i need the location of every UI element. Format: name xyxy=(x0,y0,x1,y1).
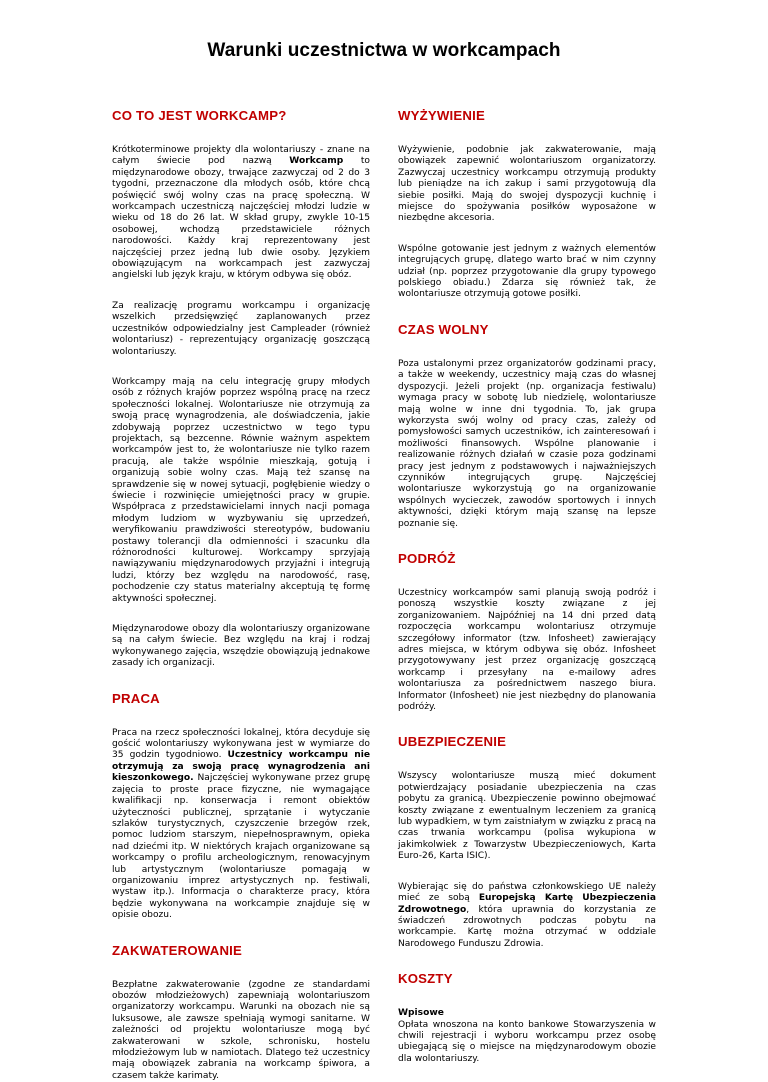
section-heading-work: PRACA xyxy=(112,690,160,706)
paragraph: Za realizację programu workcampu i organizację wszelkich przedsięwzięć zaplanowanych przez uczestników odpowiedzialny jest Campleader (również wolontariusz) - reprezentujący organizację goszczącą wolontariuszy. xyxy=(112,300,370,357)
section-heading-costs: KOSZTY xyxy=(398,971,453,987)
left-column xyxy=(112,108,370,1082)
paragraph: Workcampy mają na celu integrację grupy młodych osób z różnych krajów poprzez wspólną pracę na rzecz społeczności lokalnej. Wolontariusze nie otrzymują za swoją pracę wynagrodzenia, ale doświadczenia, jakie zdobywają poprzez uczestnictwo w tego typu projektach, są bezcenne. Równie ważnym aspektem workcampów jest to, że wolontariusze nie tylko razem pracują, ale także wspólnie mieszkają, gotują i organizują sobie wolny czas. Mają też szansę na sprawdzenie się w nowej sytuacji, pogłębienie wiedzy o świecie i rozwinięcie umiejętności pracy w grupie. Współpraca z przedstawicielami innych nacji pomaga młodym ludziom w wyzbywaniu się uprzedzeń, weryfikowaniu prawdziwości stereotypów, budowaniu postawy tolerancji dla odmienności i szacunku dla różnorodności kulturowej. Workcampy sprzyjają nawiązywaniu międzynarodowych przyjaźni i integrują ludzi, którzy bez względu na narodowość, rasę, pochodzenie czy status materialny akceptują tę formę aktywności społecznej. xyxy=(112,376,370,604)
section-heading-travel: PODRÓŻ xyxy=(398,550,456,566)
paragraph: Uczestnicy workcampów sami planują swoją podróż i ponoszą wszystkie koszty związane z jej zorganizowaniem. Najpóźniej na 14 dni przed datą rozpoczęcia workcampu wolontariusz otrzymuje szczegółowy informator (tzw. Infosheet) zawierający adres miejsca, w którym odbywa się obóz. Infosheet przygotowywany jest przez organizację goszczącą workcamp i przesyłany na e-mailowy adres wolontariusza za pośrednictwem naszego biura. Informator (Infosheet) nie jest niezbędny do planowania podróży. xyxy=(398,587,656,713)
section-heading-food: WYŻYWIENIE xyxy=(398,108,485,123)
paragraph: Wybierając się do państwa członkowskiego UE należy mieć ze sobą Europejską Kartę Ubezpieczenia Zdrowotnego, która uprawnia do korzystania ze świadczeń zdrowotnych podczas pobytu na workcampie. Kartę można otrzymać w oddziale Narodowego Funduszu Zdrowia. xyxy=(398,881,656,949)
page-title: Warunki uczestnictwa w workcampach xyxy=(207,40,561,61)
right-column xyxy=(398,108,656,1065)
paragraph: Krótkoterminowe projekty dla wolontariuszy - znane na całym świecie pod nazwą Workcamp to międzynarodowe obozy, trwające zazwyczaj od 2 do 3 tygodni, przeznaczone dla młodych osób, które chcą poświęcić swój wolny czas na pracę społeczną. W workcampach uczestniczą najczęściej młodzi ludzie w wieku od 18 do 26 lat. W skład grupy, zwykle 10-15 osobowej, wchodzą przedstawiciele różnych narodowości. Każdy kraj reprezentowany jest najczęściej przez jedną lub dwie osoby. Językiem obowiązującym na workcampach jest zazwyczaj angielski lub język kraju, w którym odbywa się obóz. xyxy=(112,145,370,281)
section-heading-what-is-workcamp: CO TO JEST WORKCAMP? xyxy=(112,108,287,123)
paragraph: Międzynarodowe obozy dla wolontariuszy organizowane są na całym świecie. Bez względu na kraj i rodzaj wykonywanego zajęcia, wszędzie obowiązują jednakowe zasady ich organizacji. xyxy=(112,624,370,669)
section-heading-housing: ZAKWATEROWANIE xyxy=(112,942,243,958)
paragraph: Opłata wnoszona na konto bankowe Stowarzyszenia w chwili rejestracji i wyboru workcampu przez osobę ubiegającą się o miejsce na międzynarodowym obozie dla wolontariuszy. xyxy=(398,1019,656,1064)
section-heading-insurance: UBEZPIECZENIE xyxy=(398,734,507,750)
paragraph: Bezpłatne zakwaterowanie (zgodne ze standardami obozów młodzieżowych) zapewniają wolontariuszom organizatorzy workcampu. Warunki na obozach nie są luksusowe, ale zawsze spełniają wymogi sanitarne. W zależności od projektu wolontariusze mogą być zakwaterowani w szkole, schronisku, hostelu młodzieżowym lub w namiotach. Dlatego też uczestnicy mają obowiązek zabrania na workcamp śpiwora, a czasem także karimaty. xyxy=(112,979,370,1081)
subheading-entry-fee: Wpisowe xyxy=(398,1008,444,1019)
paragraph: Poza ustalonymi przez organizatorów godzinami pracy, a także w weekendy, uczestnicy mają czas do własnej dyspozycji. Jeżeli projekt (np. organizacja festiwalu) wymaga pracy w sobotę lub niedzielę, wolontariusze mają wolne w inne dni tygodnia. To, jak grupa wykorzysta swój wolny od pracy czas, zależy od pomysłowości samych uczestników, ich zainteresowań i możliwości finansowych. Wspólne planowanie i realizowanie różnych działań w czasie poza godzinami pracy jest jednym z podstawowych i najważniejszych czynników integrujących grupę. Najczęściej wolontariusze wykorzystują go na organizowanie wspólnych wycieczek, zawodów sportowych i innych aktywności, dzięki którym mają szansę na lepsze poznanie się. xyxy=(398,358,656,529)
paragraph: Wszyscy wolontariusze muszą mieć dokument potwierdzający posiadanie ubezpieczenia na czas pobytu za granicą. Ubezpieczenie powinno obejmować koszty związane z ewentualnym leczeniem za granicą lub wypadkiem, w tym zaistniałym w związku z pracą na czas trwania workcampu (polisa wykupiona w jakimkolwiek z Towarzystw Ubezpieczeniowych, Karta Euro-26, Karta ISIC). xyxy=(398,771,656,862)
paragraph: Wspólne gotowanie jest jednym z ważnych elementów integrujących grupę, dlatego warto brać w nim czynny udział (np. poprzez przygotowanie dla grupy typowego polskiego obiadu.) Zdarza się również tak, że wolontariusze otrzymują gotowe posiłki. xyxy=(398,243,656,300)
paragraph: Wyżywienie, podobnie jak zakwaterowanie, mają obowiązek zapewnić wolontariuszom organizatorzy. Zazwyczaj uczestnicy workcampu otrzymują produkty lub pieniądze na ich zakup i sami przygotowują dla siebie posiłki. Mają do swojej dyspozycji kuchnię i miejsce do spożywania posiłków wyposażone w niezbędne akcesoria. xyxy=(398,145,656,224)
section-heading-free-time: CZAS WOLNY xyxy=(398,321,489,337)
paragraph: Praca na rzecz społeczności lokalnej, która decyduje się gościć wolontariuszy wykonywana jest w wymiarze do 35 godzin tygodniowo. Uczestnicy workcampu nie otrzymują za swoją pracę wynagrodzenia ani kieszonkowego. Najczęściej wykonywane przez grupę zajęcia to proste prace fizyczne, nie wymagające kwalifikacji np. konserwacja i remont obiektów użyteczności publicznej, sprzątanie i wytyczanie szlaków turystycznych, czyszczenie brzegów rzek, pomoc ludziom starszym, niepełnosprawnym, opieka nad dziećmi itp. W niektórych krajach organizowane są workcampy o profilu archeologicznym, renowacyjnym lub artystycznym (wolontariusze pomagają w organizowaniu imprez artystycznych np. festiwali, wystaw itp.). Informacja o charakterze pracy, która będzie wykonywana na workcampie znajduje się w opisie obozu. xyxy=(112,727,370,921)
